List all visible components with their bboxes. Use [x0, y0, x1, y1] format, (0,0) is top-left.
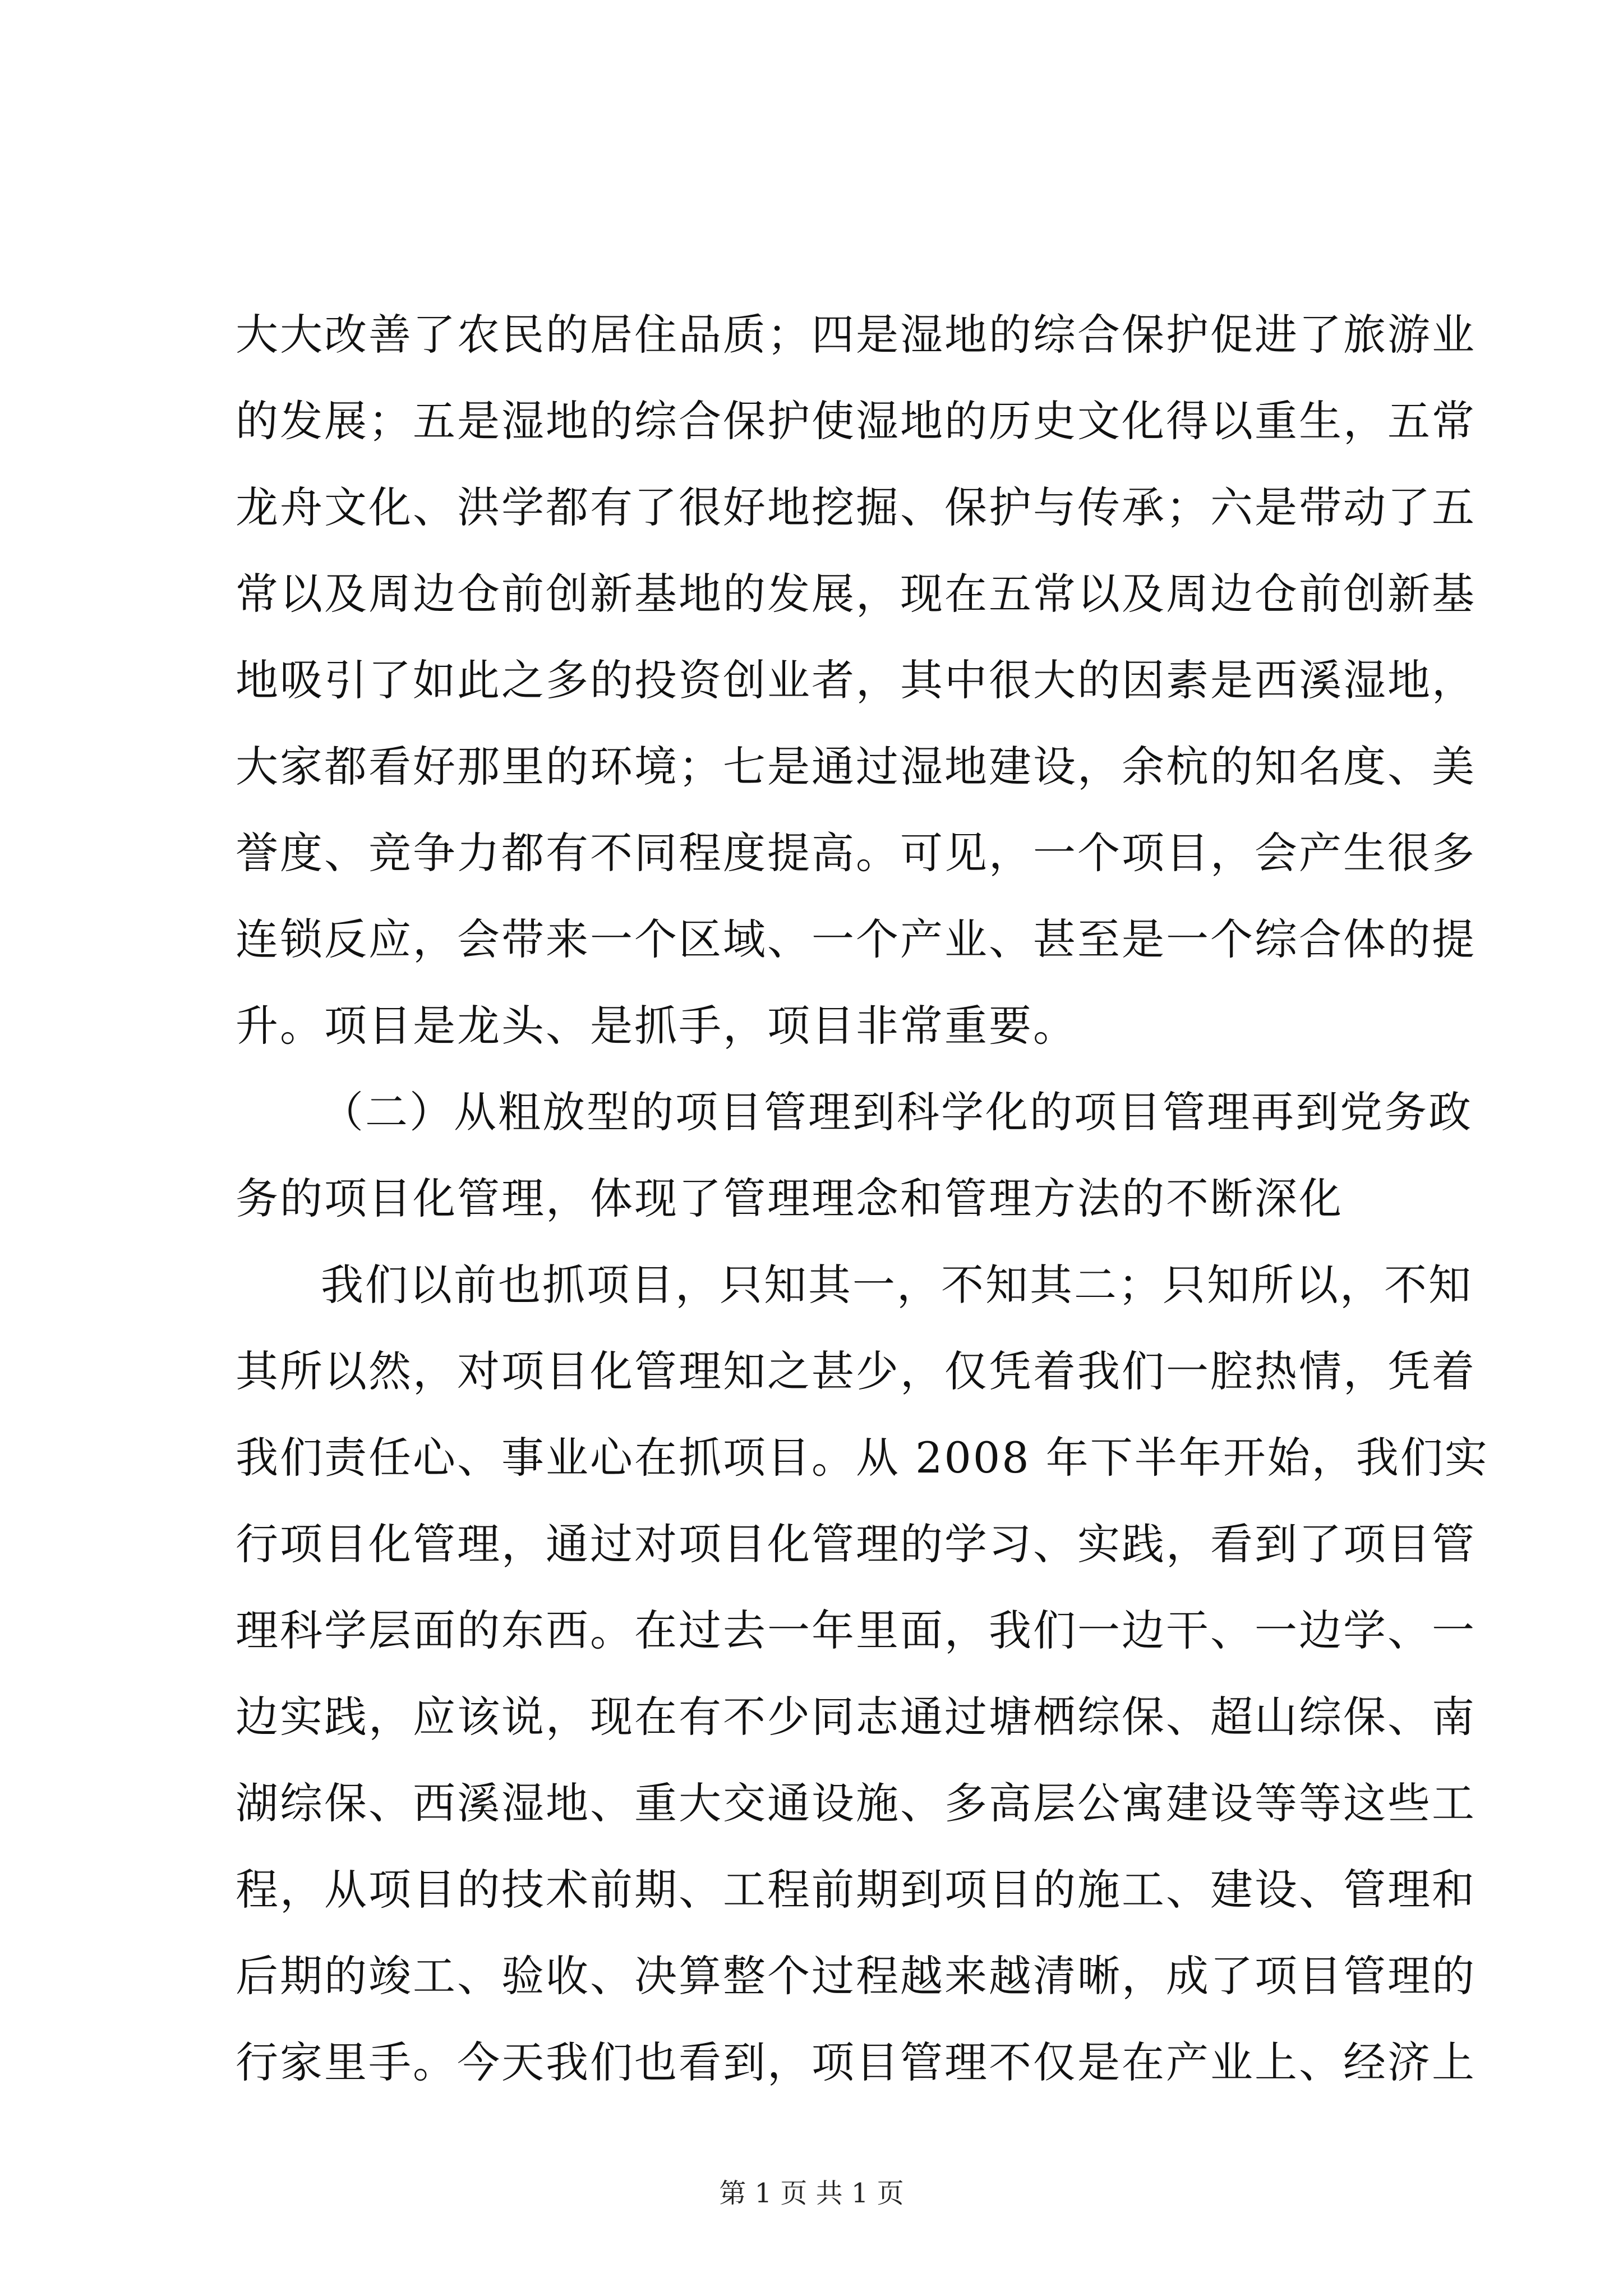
text-line-20: 后期的竣工、验收、决算整个过程越来越清晰，成了项目管理的 [236, 1951, 1476, 2001]
text-line-14: 我们责任心、事业心在抓项目。从 2008 年下半年开始，我们实 [236, 1433, 1489, 1483]
text-line-21: 行家里手。今天我们也看到，项目管理不仅是在产业上、经济上 [236, 2037, 1476, 2087]
text-line-9: 升。项目是龙头、是抓手，项目非常重要。 [236, 1001, 1077, 1051]
text-line-19: 程，从项目的技术前期、工程前期到项目的施工、建设、管理和 [236, 1865, 1476, 1915]
text-line-7: 誉度、竞争力都有不同程度提高。可见，一个项目，会产生很多 [236, 828, 1476, 878]
text-line-13: 其所以然，对项目化管理知之甚少，仅凭着我们一腔热情，凭着 [236, 1346, 1476, 1396]
text-line-2: 的发展；五是湿地的综合保护使湿地的历史文化得以重生，五常 [236, 396, 1476, 446]
text-line-18: 湖综保、西溪湿地、重大交通设施、多高层公寓建设等等这些工 [236, 1778, 1476, 1828]
text-line-16: 理科学层面的东西。在过去一年里面，我们一边干、一边学、一 [236, 1605, 1476, 1655]
text-line-3: 龙舟文化、洪学都有了很好地挖掘、保护与传承；六是带动了五 [236, 482, 1476, 532]
section-heading-line-1: （二）从粗放型的项目管理到科学化的项目管理再到党务政 [321, 1087, 1473, 1137]
text-line-15: 行项目化管理，通过对项目化管理的学习、实践，看到了项目管 [236, 1519, 1476, 1569]
page-footer: 第 1 页 共 1 页 [719, 2178, 904, 2209]
text-line-8: 连锁反应，会带来一个区域、一个产业、甚至是一个综合体的提 [236, 914, 1476, 964]
text-line-4: 常以及周边仓前创新基地的发展，现在五常以及周边仓前创新基 [236, 569, 1476, 619]
text-line-1: 大大改善了农民的居住品质；四是湿地的综合保护促进了旅游业 [236, 310, 1476, 360]
section-heading-line-2: 务的项目化管理，体现了管理理念和管理方法的不断深化 [236, 1174, 1343, 1223]
text-line-12: 我们以前也抓项目，只知其一，不知其二；只知所以，不知 [321, 1260, 1473, 1310]
document-body [236, 292, 1489, 2106]
text-line-5: 地吸引了如此之多的投资创业者，其中很大的因素是西溪湿地， [236, 655, 1476, 705]
text-line-6: 大家都看好那里的环境；七是通过湿地建设，余杭的知名度、美 [236, 742, 1476, 792]
text-line-17: 边实践，应该说，现在有不少同志通过塘栖综保、超山综保、南 [236, 1692, 1476, 1742]
